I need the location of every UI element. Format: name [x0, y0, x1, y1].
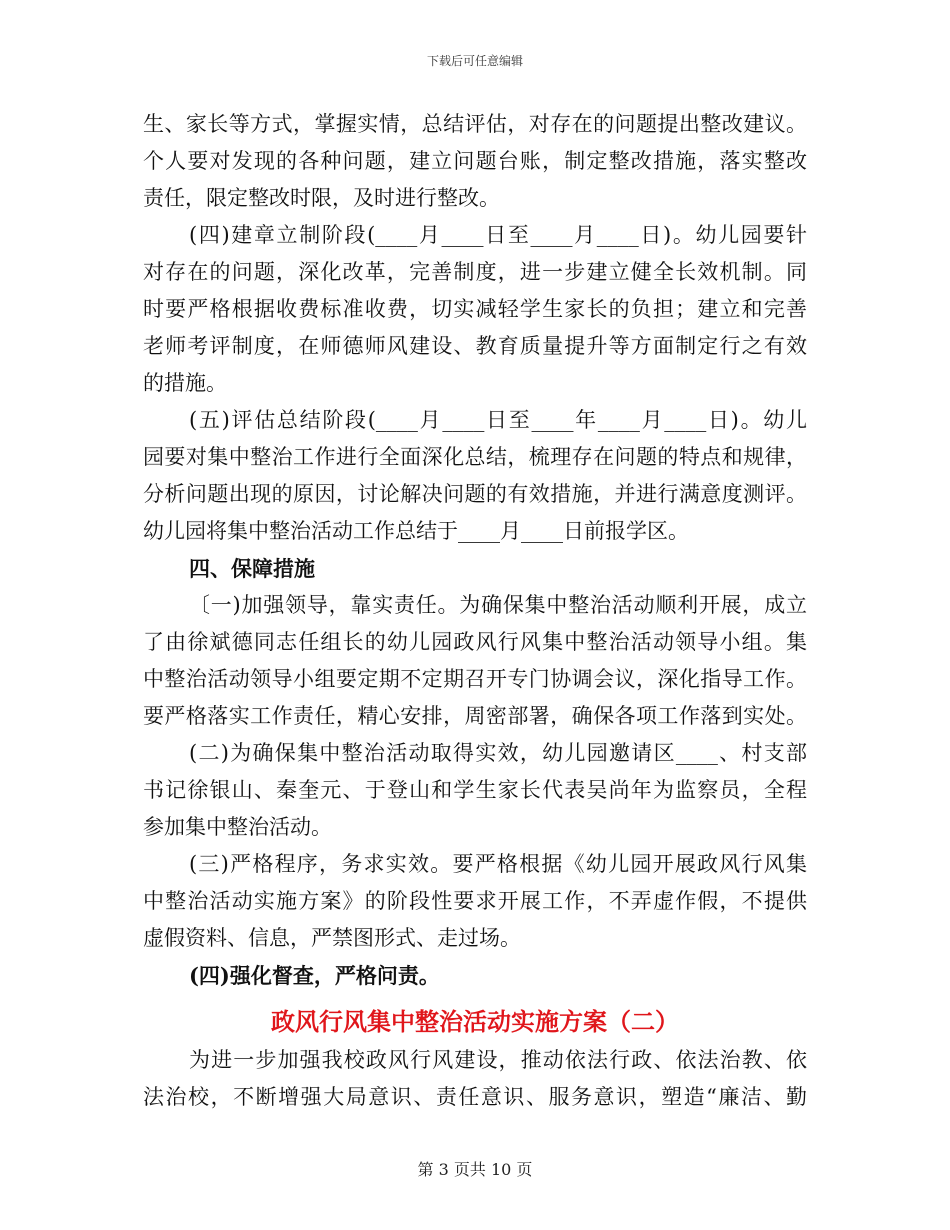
section-heading-safeguards: 四、保障措施	[189, 556, 315, 581]
body-line: 〔一)加强领导，靠实责任。为确保集中整治活动顺利开展，成立	[189, 593, 807, 617]
document-body	[143, 106, 807, 994]
body-line: 个人要对发现的各种问题，建立问题台账，制定整改措施，落实整改	[143, 149, 807, 173]
body-line: 中整治活动领导小组要定期不定期召开专门协调会议，深化指导工作。	[143, 667, 807, 691]
body-line: 对存在的问题，深化改革，完善制度，进一步建立健全长效机制。同	[143, 260, 807, 284]
body-line: 分析问题出现的原因，讨论解决问题的有效措施，并进行满意度测评。	[143, 482, 807, 506]
body-line: 参加集中整治活动。	[143, 815, 332, 839]
body-line: 的措施。	[143, 371, 227, 395]
body-line: 生、家长等方式，掌握实情，总结评估，对存在的问题提出整改建议。	[143, 112, 807, 136]
body-line: 老师考评制度，在师德师风建设、教育质量提升等方面制定行之有效	[143, 334, 807, 358]
body-line: 书记徐银山、秦奎元、于登山和学生家长代表吴尚年为监察员，全程	[143, 778, 807, 802]
body-line: 要严格落实工作责任，精心安排，周密部署，确保各项工作落到实处。	[143, 704, 807, 728]
page-header-note: 下载后可任意编辑	[426, 54, 523, 68]
section-title: 政风行风集中整治活动实施方案（二）	[271, 1007, 679, 1036]
body-line: (四)建章立制阶段(____月____日至____月____日)。幼儿园要针	[189, 223, 807, 247]
body-line: 幼儿园将集中整治活动工作总结于____月____日前报学区。	[143, 519, 689, 543]
body-line: (五)评估总结阶段(____月____日至____年____月____日)。幼儿	[189, 408, 807, 432]
body-line: 责任，限定整改时限，及时进行整改。	[143, 186, 500, 210]
body-line: 中整治活动实施方案》的阶段性要求开展工作，不弄虚作假，不提供	[143, 889, 807, 913]
body-line: 了由徐斌德同志任组长的幼儿园政风行风集中整治活动领导小组。集	[143, 630, 807, 654]
subheading-supervision: (四)强化督查，严格问责。	[189, 963, 440, 988]
body-line: 时要严格根据收费标准收费，切实减轻学生家长的负担；建立和完善	[143, 297, 807, 321]
document-body-section-two	[143, 1042, 807, 1116]
body-line: 法治校，不断增强大局意识、责任意识、服务意识，塑造“廉洁、勤	[143, 1085, 807, 1109]
body-line: (二)为确保集中整治活动取得实效，幼儿园邀请区____、村支部	[189, 741, 807, 765]
body-line: 为进一步加强我校政风行风建设，推动依法行政、依法治教、依	[189, 1048, 807, 1072]
body-line: 园要对集中整治工作进行全面深化总结，梳理存在问题的特点和规律，	[143, 445, 807, 469]
page-number: 第 3 页共 10 页	[417, 1160, 533, 1179]
body-line: 虚假资料、信息，严禁图形式、走过场。	[143, 926, 521, 950]
body-line: (三)严格程序，务求实效。要严格根据《幼儿园开展政风行风集	[189, 852, 807, 876]
